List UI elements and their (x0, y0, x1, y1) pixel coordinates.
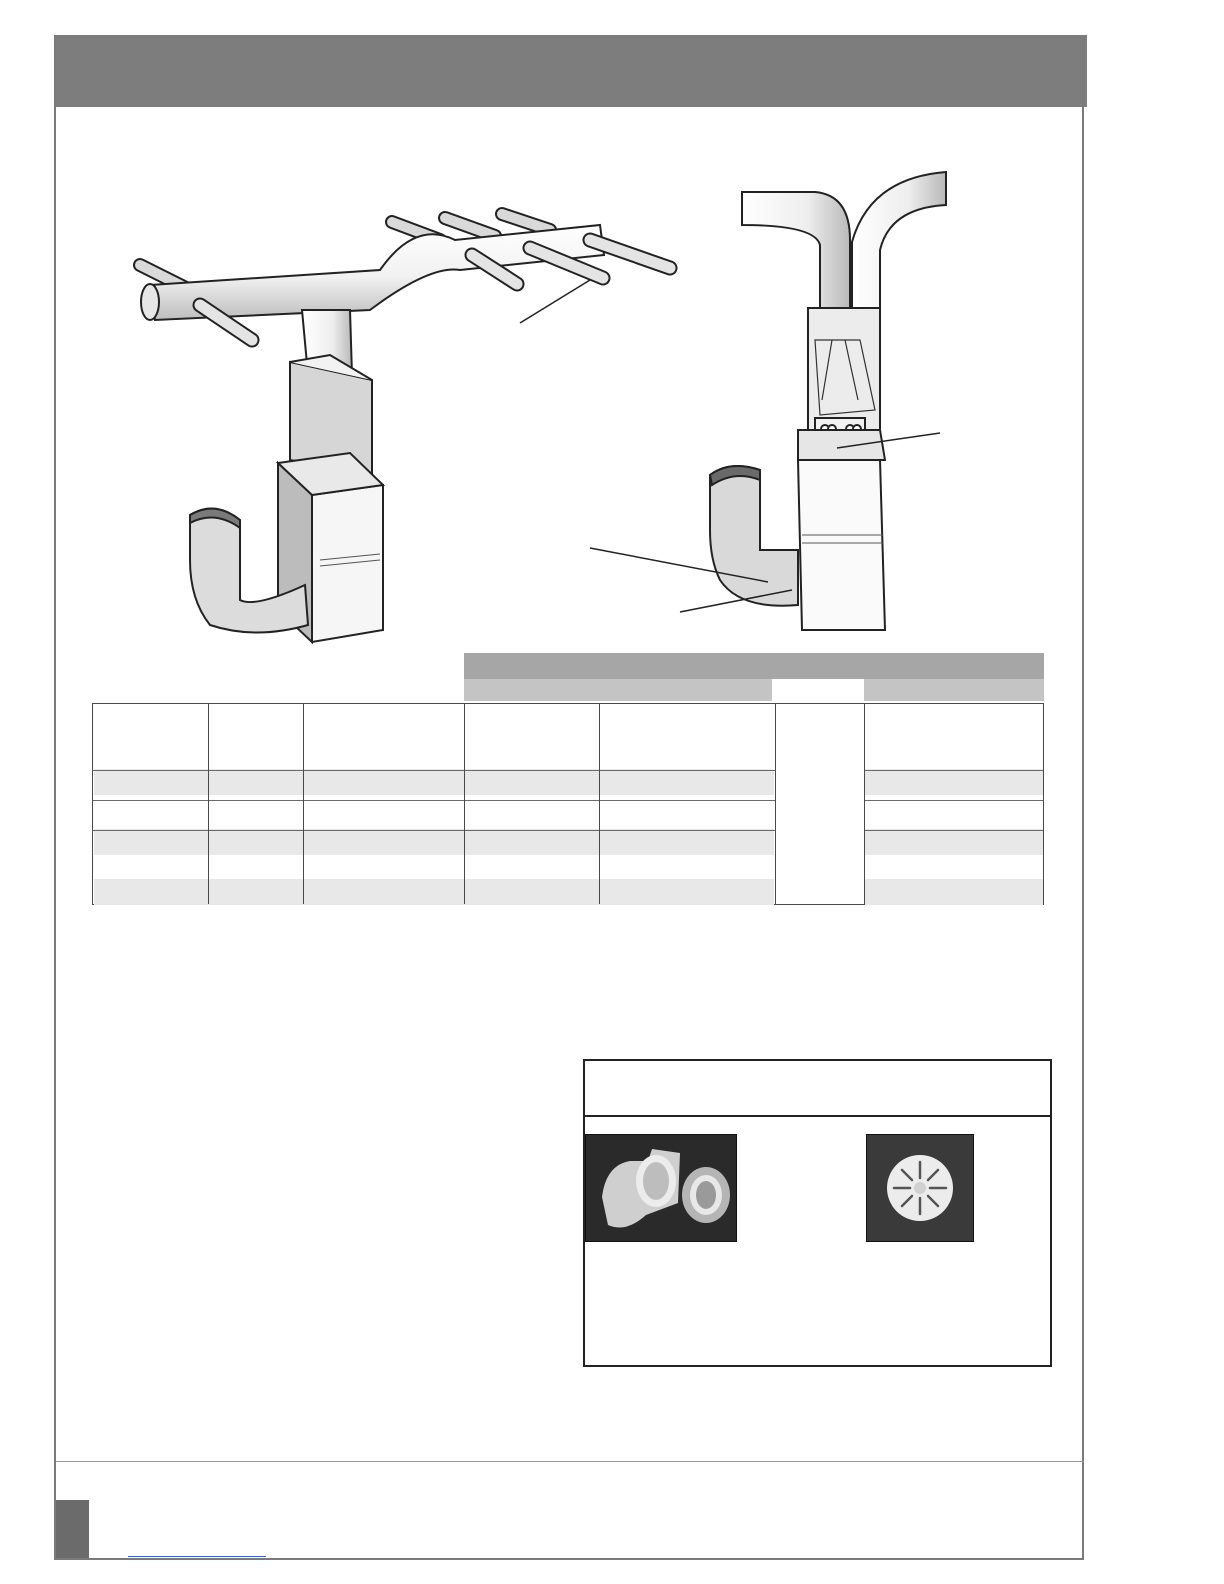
round-diffuser-grille-icon (866, 1134, 974, 1242)
table-row (865, 879, 1043, 905)
table-subheader-a (464, 679, 772, 701)
right-duct-system (590, 172, 946, 630)
table-rule (93, 830, 775, 831)
table-rule (865, 830, 1043, 831)
table-rule (865, 770, 1043, 771)
table-rule (93, 770, 775, 771)
table-col-divider (303, 704, 304, 904)
table-col-divider (864, 704, 865, 904)
table-row (865, 769, 1043, 795)
footer-link-underline[interactable] (128, 1556, 266, 1557)
table-row (94, 769, 774, 795)
table-row (94, 829, 774, 855)
table-col-divider (208, 704, 209, 904)
elbow-outlet-kit-icon (585, 1134, 737, 1242)
table-rule (93, 800, 775, 801)
accessory-callout-box (583, 1059, 1052, 1367)
table-grid (92, 703, 1044, 905)
page-number-tab (56, 1500, 89, 1558)
footer-rule (56, 1461, 1084, 1462)
table-rule (865, 800, 1043, 801)
table-col-divider (775, 704, 776, 904)
accessory-header-divider (585, 1115, 1050, 1117)
table-group-header (464, 653, 1044, 679)
table-row (94, 879, 774, 905)
table-col-divider (464, 704, 465, 904)
duct-system-illustration (80, 130, 1080, 650)
table-row (865, 829, 1043, 855)
specification-table (92, 653, 1044, 905)
table-subheader-c (864, 679, 1044, 701)
table-col-divider (599, 704, 600, 904)
left-duct-system (140, 214, 670, 642)
